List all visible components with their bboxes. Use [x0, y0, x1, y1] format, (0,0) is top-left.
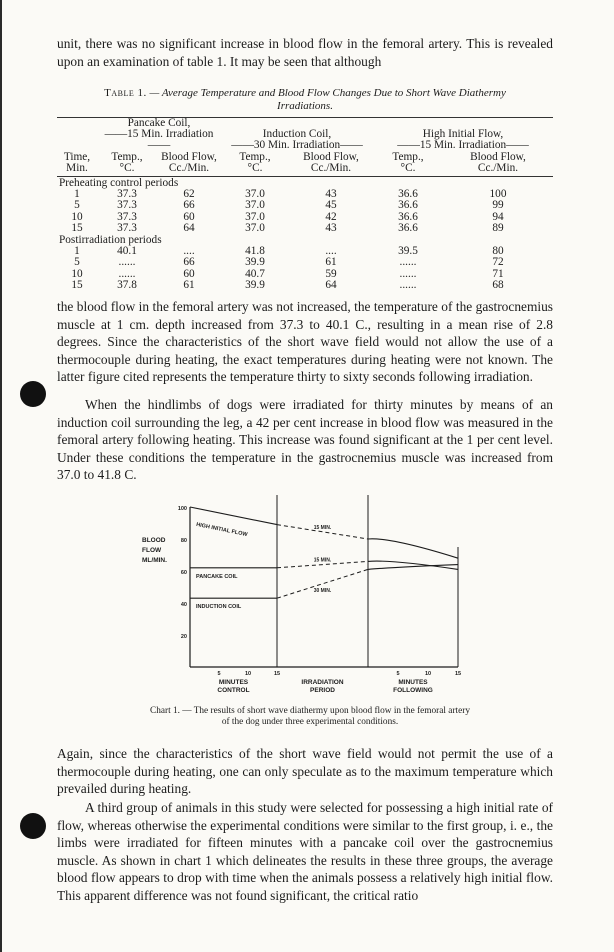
series-label: HIGH INITIAL FLOW: [195, 521, 248, 539]
paragraph-1: the blood flow in the femoral artery was not increased, the temperature of the gastrocnemius muscle at 1 cm. depth increased from 37.3 to 40.1 C., resulting in a mean rise of 2.8 degrees. Since the characteristics of the short wave field would not allow the use of a thermocouple during heating, the exact temperatures during heating were not known. The latter figure cited represents the temperature thirty to sixty seconds following irradiation.: [57, 299, 553, 385]
irradiation-duration-label: 15 MIN.: [313, 524, 332, 531]
chart-caption: Chart 1. — The results of short wave diathermy upon blood flow in the femoral artery of the dog under three experimental conditions.: [150, 706, 470, 727]
series-line-control: [190, 507, 277, 525]
data-table: [57, 118, 553, 291]
table-row: 10 37.3 60 37.0 42 36.6 94: [71, 210, 504, 223]
series-line-irradiation: [277, 569, 368, 598]
group-header-pancake: Pancake Coil, ——15 Min. Irradiation——: [104, 117, 214, 152]
y-tick-label: 80: [180, 538, 187, 544]
col-header-flow: Blood Flow, Cc./Min.: [443, 152, 553, 177]
table-caption: [75, 87, 535, 112]
x-section-label: FOLLOWING: [393, 687, 433, 694]
col-header-flow: Blood Flow, Cc./Min.: [157, 152, 221, 177]
table-title: — Average Temperature and Blood Flow Changes Due to Short Wave Diathermy Irradiations.: [149, 87, 506, 112]
x-section-label: MINUTES: [398, 679, 428, 686]
table-row: 5 37.3 66 37.0 45 36.6 99: [74, 199, 504, 212]
y-tick-label: 60: [180, 570, 187, 576]
x-tick-label: 15: [454, 671, 462, 677]
table-row: 15 37.3 64 37.0 43 36.6 89: [71, 221, 504, 234]
series-line-following: [368, 539, 458, 558]
irradiation-duration-label: 30 MIN.: [313, 587, 332, 594]
series-label: PANCAKE COIL: [196, 573, 238, 580]
series-label: INDUCTION COIL: [196, 604, 242, 611]
group-header-induction: Induction Coil, ——30 Min. Irradiation——: [231, 128, 363, 152]
col-header-time: Time, Min.: [57, 152, 97, 177]
x-section-label: PERIOD: [310, 687, 335, 694]
table-row: 5 ...... 66 39.9 61 ...... 72: [74, 256, 504, 269]
paragraph-2: When the hindlimbs of dogs were irradiated for thirty minutes by means of an induction coil surrounding the leg, a 42 per cent increase in blood flow was measured in the femoral artery following heating. This increase was found significant at the 1 per cent level. Under these conditions the temperature in the gastrocnemius muscle was increased from 37.0 to 41.8 C.: [57, 397, 553, 483]
table-body: [57, 177, 553, 292]
y-tick-label: 100: [177, 506, 187, 512]
x-tick-label: 10: [424, 671, 432, 677]
table-row: 15 37.8 61 39.9 64 ...... 68: [71, 278, 504, 291]
punch-hole: [20, 381, 46, 407]
x-section-label: MINUTES: [218, 679, 249, 686]
chart-container: [140, 495, 470, 695]
table-row: 1 40.1 .... 41.8 .... 39.5 80: [74, 245, 504, 258]
paragraph-3: Again, since the characteristics of the short wave field would not permit the use of a thermocouple during heating, one can only speculate as to the maximum temperature which prevailed during heating.: [57, 746, 553, 797]
line-chart: [140, 495, 470, 695]
table-row: 1 37.3 62 37.0 43 36.6 100: [74, 188, 507, 201]
x-tick-label: 5: [217, 671, 221, 677]
y-tick-label: 40: [180, 602, 187, 608]
x-tick-label: 15: [273, 671, 281, 677]
col-header-flow: Blood Flow, Cc./Min.: [289, 152, 373, 177]
y-axis-label: FLOW: [142, 547, 162, 554]
paragraph-4: A third group of animals in this study were selected for possessing a high initial rate of flow, whereas otherwise the experimental conditions were similar to the first group, i. e., the limbs were irradiated for fifteen minutes with a pancake coil over the gastrocnemius muscle. As shown in chart 1 which delineates the results in these three groups, the average blood flow appears to drop with time when the animals possess a relatively high initial flow. This apparent difference was not found significant, the critical ratio: [57, 800, 553, 903]
table-label: Table 1.: [104, 87, 147, 99]
paragraph-top: unit, there was no significant increase in blood flow in the femoral artery. This is revealed upon an examination of table 1. It may be seen that although: [57, 36, 553, 69]
group-header-high-flow: High Initial Flow, ——15 Min. Irradiation——: [397, 128, 529, 152]
y-axis-label: BLOOD: [142, 537, 166, 544]
x-tick-label: 5: [396, 671, 400, 677]
punch-hole: [20, 813, 46, 839]
y-axis-label: ML/MIN.: [142, 557, 167, 564]
col-header-temp: Temp., °C.: [97, 152, 157, 177]
y-tick-label: 20: [180, 634, 187, 640]
section-label: Postirradiation periods: [59, 234, 162, 247]
col-header-temp: Temp., °C.: [221, 152, 289, 177]
x-tick-label: 10: [244, 671, 252, 677]
col-header-temp: Temp., °C.: [373, 152, 443, 177]
x-section-label: CONTROL: [217, 687, 250, 694]
x-section-label: IRRADIATION: [301, 679, 344, 686]
table-row: 10 ...... 60 40.7 59 ...... 71: [71, 267, 504, 280]
section-label: Preheating control periods: [59, 177, 179, 190]
page-margin-line: [0, 0, 2, 952]
irradiation-duration-label: 15 MIN.: [313, 557, 332, 564]
